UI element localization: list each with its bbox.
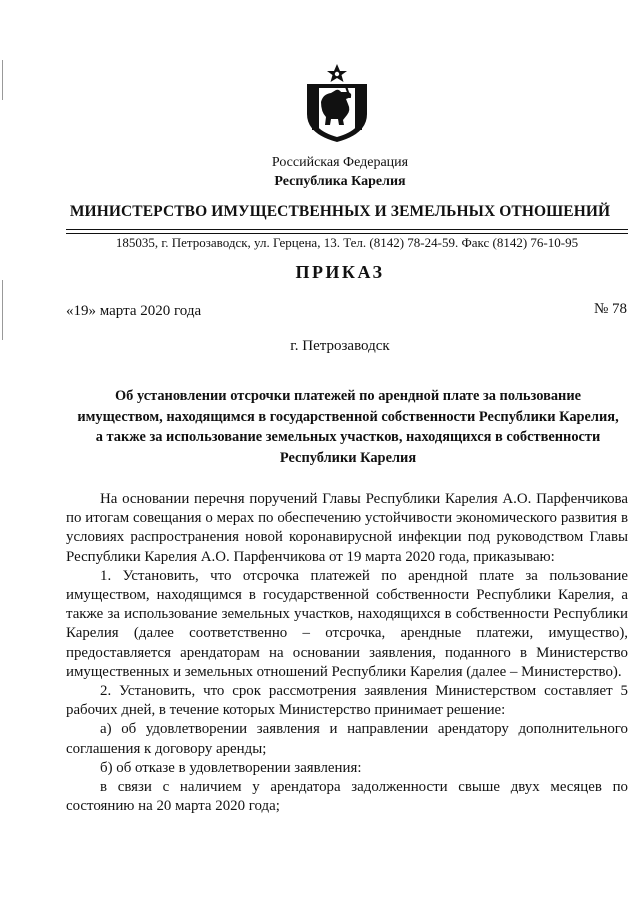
body-paragraph: 2. Установить, что срок рассмотрения заявления Министерством составляет 5 рабочих дней, в течение которых Министерство принимает решение: (66, 683, 628, 719)
order-subject: Об установлении отсрочки платежей по арендной плате за пользование имуществом, находящимся в государственной собственности Республики Карелия, а также за использование земельных участков, находящихся в собственности Республики Карелия (77, 388, 619, 466)
body-paragraph: 1. Установить, что отсрочка платежей по арендной плате за пользование имуществом, находящимся в государственной собственности Республики Карелия, а также за использование земельных участков, находящихся в собственности Республики Карелия (далее соответственно – отсрочка, арендные платежи, имущество), предоставляется арендаторам на основании заявления, поданного в Министерство имущественных и земельных отношений Республики Карелия (далее – Министерство). (66, 567, 628, 680)
order-body (66, 490, 628, 816)
ministry-address: 185035, г. Петрозаводск, ул. Герцена, 13. Тел. (8142) 78-24-59. Факс (8142) 76-10-95 (115, 235, 579, 250)
order-date: «19» марта 2020 года (66, 303, 202, 319)
body-paragraph: б) об отказе в удовлетворении заявления: (100, 759, 362, 776)
body-paragraph: а) об удовлетворении заявления и направлении арендатору дополнительного соглашения к договору аренды; (66, 721, 628, 757)
order-city: г. Петрозаводск (290, 338, 390, 354)
body-paragraph: На основании перечня поручений Главы Республики Карелия А.О. Парфенчикова по итогам совещания о мерах по обеспечению устойчивости экономического развития в условиях распространения новой коронавирусной инфекции под руководством Главы Республики Карелия А.О. Парфенчикова от 19 марта 2020 года, приказываю: (66, 491, 628, 565)
scan-edge-mark (2, 60, 3, 100)
header-divider (66, 233, 628, 234)
body-paragraph: в связи с наличием у арендатора задолженности свыше двух месяцев по состоянию на 20 марта 2020 года; (66, 779, 628, 815)
karelia-coat-of-arms-icon (303, 62, 371, 144)
scan-edge-mark (2, 280, 3, 340)
order-number: № 78 (593, 301, 627, 317)
region-name: Республика Карелия (274, 174, 406, 189)
country-name: Российская Федерация (271, 155, 409, 170)
document-title: ПРИКАЗ (295, 262, 385, 282)
ministry-name: МИНИСТЕРСТВО ИМУЩЕСТВЕННЫХ И ЗЕМЕЛЬНЫХ ОТНОШЕНИЙ (69, 203, 611, 220)
header-divider (66, 229, 628, 230)
